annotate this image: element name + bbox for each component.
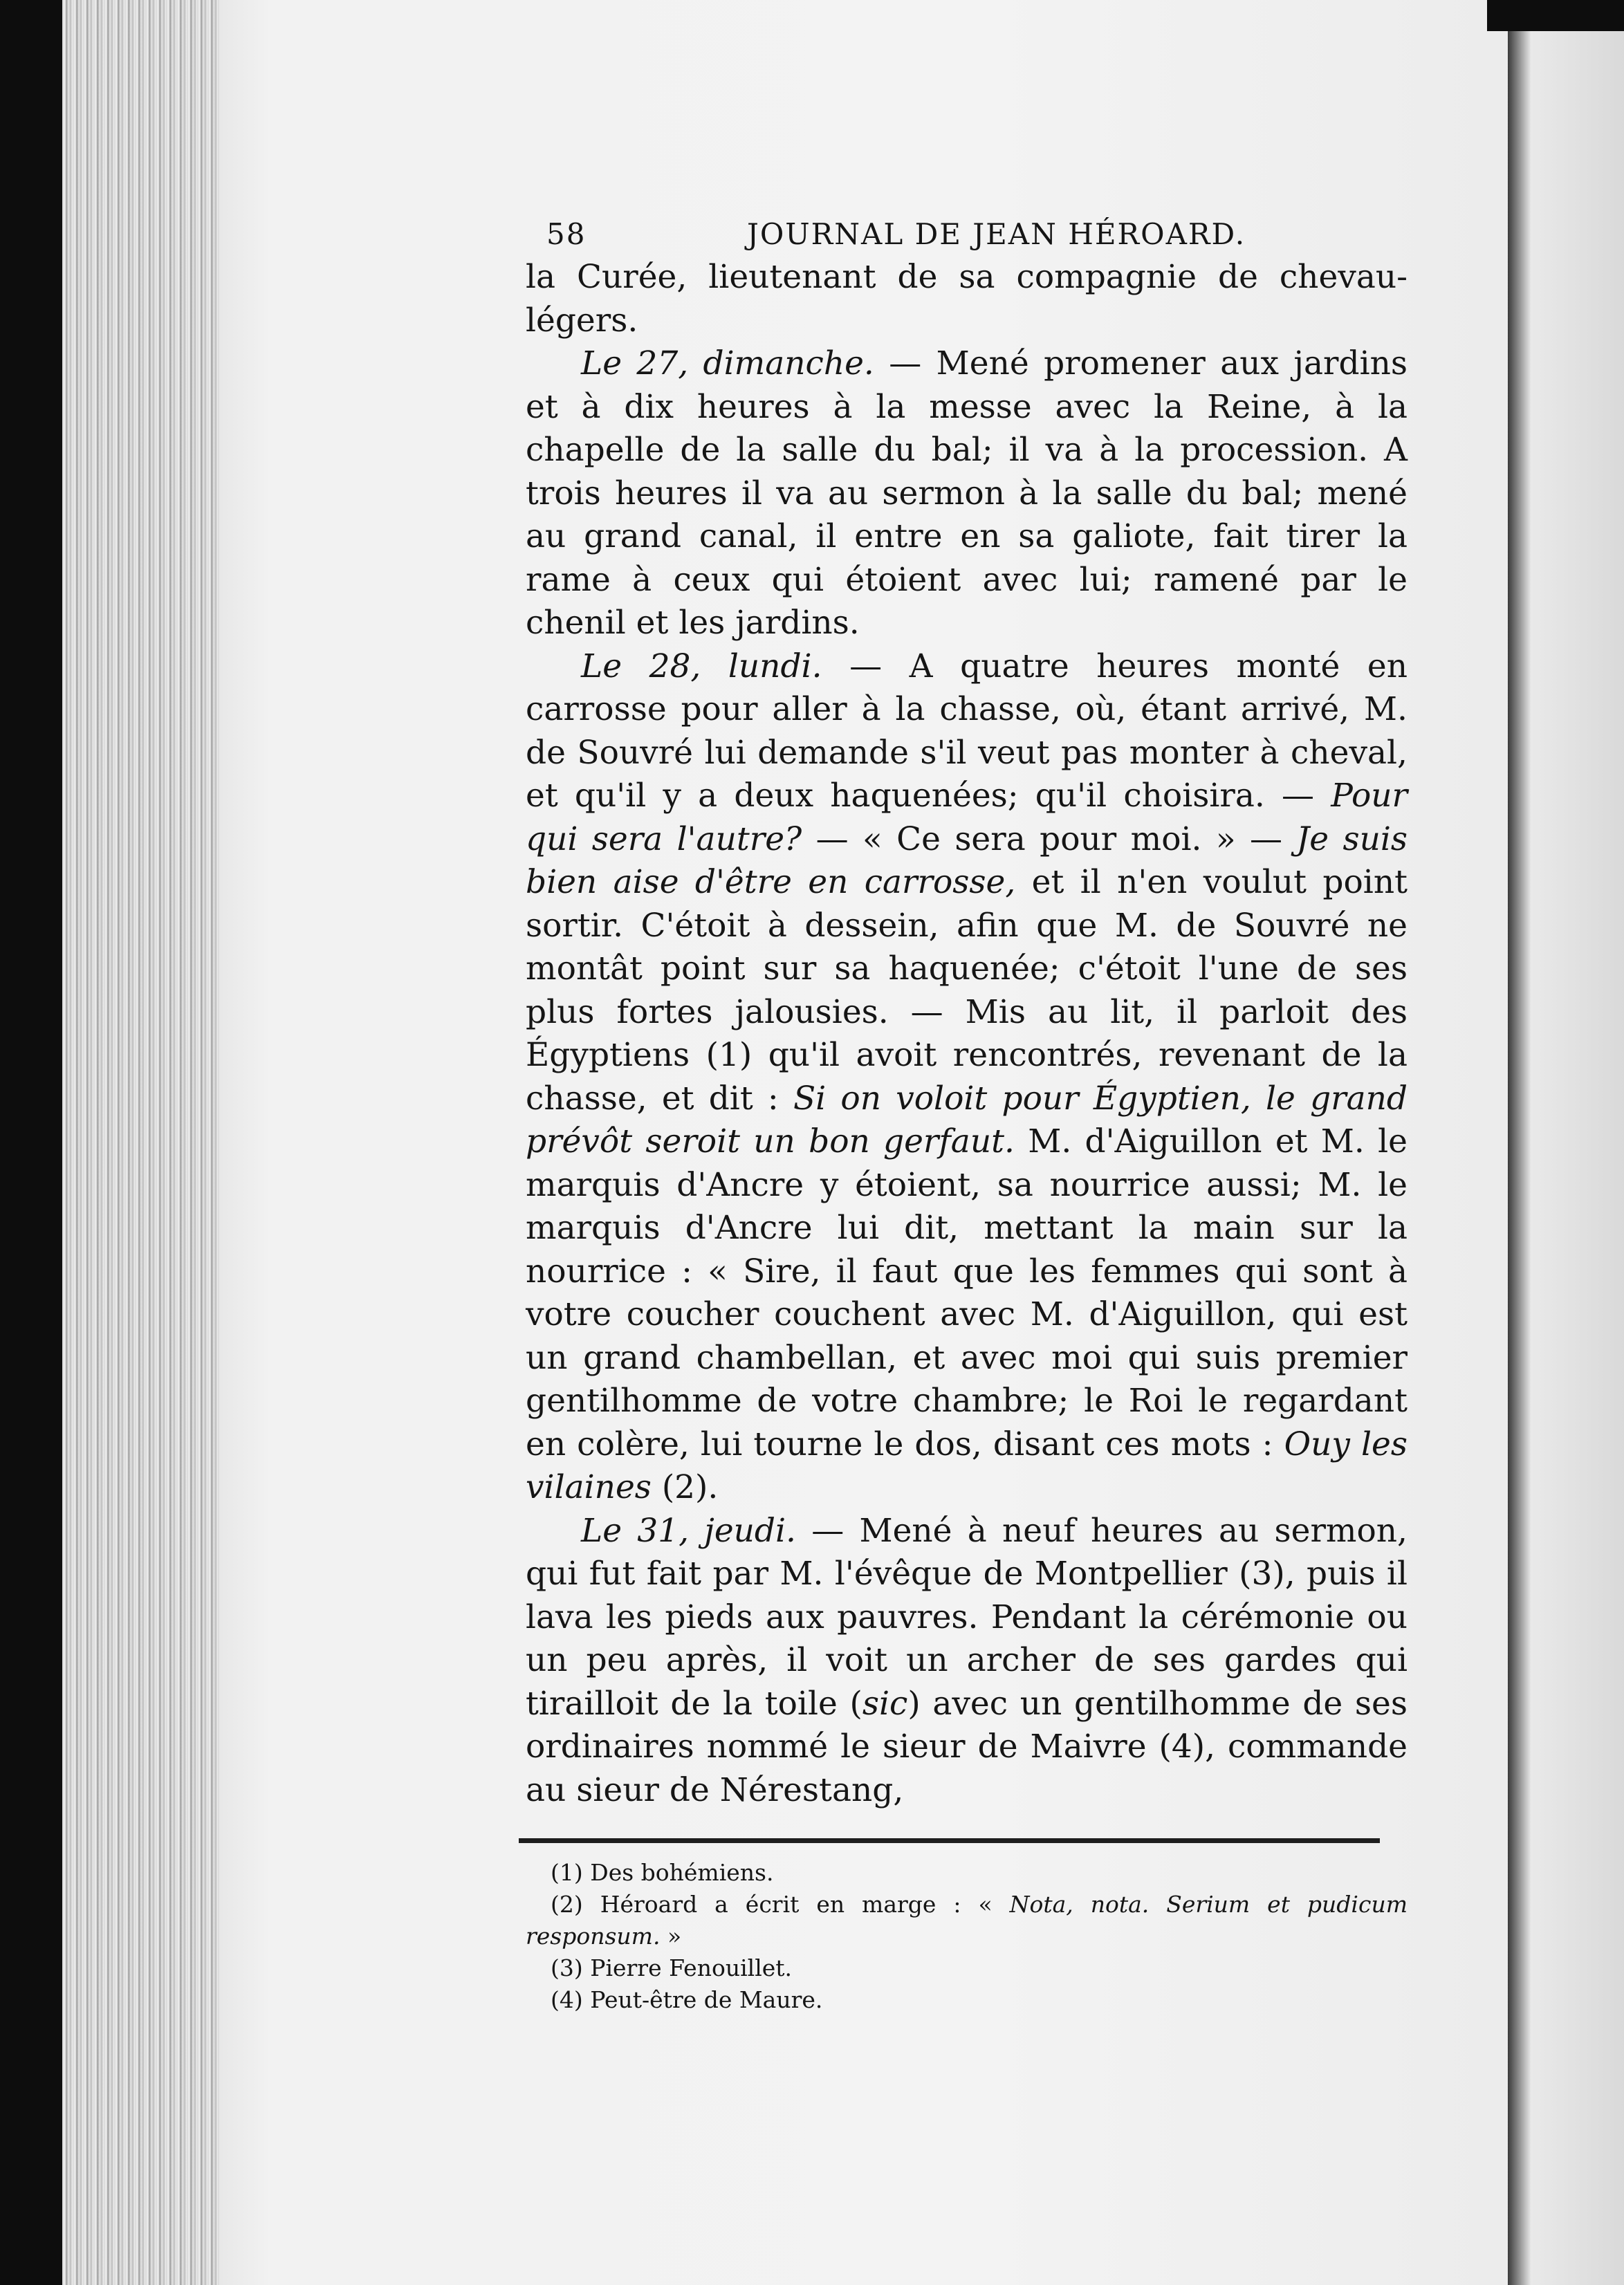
footnote: (3) Pierre Fenouillet. bbox=[551, 1954, 793, 1981]
quoted-speech: Ouy les vilaines bbox=[526, 1425, 1408, 1506]
paragraph bbox=[526, 342, 1408, 645]
paragraph-text: — Mené promener aux jardins et à dix heures à la messe avec la Reine, à la chapelle de la salle du bal; il va à la procession. A trois heures il va au sermon à la salle du bal; mené au grand canal, il entre en sa galiote, fait tirer la rame à ceux qui étoient avec lui; ramené par le chenil et les jardins. bbox=[526, 344, 1408, 642]
body-text bbox=[526, 256, 1408, 1812]
quoted-speech: Je suis bien aise d'être en carrosse, bbox=[526, 820, 1408, 901]
quoted-speech: Pour qui sera l'autre? bbox=[526, 777, 1408, 858]
facing-page-edge bbox=[1508, 0, 1624, 2285]
paragraph-text: (2). bbox=[651, 1468, 719, 1506]
scan-border bbox=[1487, 0, 1624, 31]
footnote-text: (2) Héroard a écrit en marge : « bbox=[551, 1891, 1010, 1918]
footnote: (1) Des bohémiens. bbox=[551, 1859, 774, 1886]
paragraph-text: — « Ce sera pour moi. » — bbox=[802, 820, 1297, 858]
paragraph-text: et il n'en voulut point sortir. C'étoit à dessein, afin que M. de Souvré ne montât point sur sa haquenée; c'étoit l'une de ses plus fortes jalousies. — Mis au lit, il parloit des Égyptiens (1) qu'il avoit rencontrés, revenant de la chasse, et dit : bbox=[526, 863, 1408, 1118]
paragraph bbox=[526, 256, 1408, 342]
footnote: (4) Peut-être de Maure. bbox=[551, 1986, 823, 2013]
footnotes bbox=[526, 1857, 1408, 2016]
paragraph-text: ) avec un gentilhomme de ses ordinaires nommé le sieur de Maivre (4), commande au sieur de Nérestang, bbox=[526, 1684, 1408, 1809]
italic-word: sic bbox=[862, 1684, 908, 1723]
running-header bbox=[526, 207, 1408, 256]
footnote-rule bbox=[519, 1838, 1380, 1843]
running-title: JOURNAL DE JEAN HÉROARD. bbox=[747, 217, 1246, 251]
page-number: 58 bbox=[546, 217, 587, 251]
entry-date: Le 31, jeudi. bbox=[581, 1511, 796, 1550]
quoted-speech: Si on voloit pour Égyptien, le grand prévôt seroit un bon gerfaut. bbox=[526, 1079, 1408, 1160]
footnote bbox=[526, 1889, 1408, 1952]
entry-date: Le 28, lundi. bbox=[581, 647, 822, 685]
paragraph bbox=[526, 645, 1408, 1510]
paragraph bbox=[526, 1510, 1408, 1813]
paragraph-text: la Curée, lieutenant de sa compagnie de chevau-légers. bbox=[526, 258, 1408, 340]
entry-date: Le 27, dimanche. bbox=[581, 344, 874, 382]
footnote-text: » bbox=[660, 1923, 682, 1950]
book-page-edges bbox=[62, 0, 235, 2285]
page-text-block bbox=[526, 207, 1408, 2016]
footnote-quote: Nota, nota. Serium et pudicum responsum. bbox=[526, 1891, 1408, 1950]
paragraph-text: M. d'Aiguillon et M. le marquis d'Ancre y étoient, sa nourrice aussi; M. le marquis d'Ancre lui dit, mettant la main sur la nourrice : « Sire, il faut que les femmes qui sont à votre coucher couchent avec M. d'Aiguillon, qui est un grand chambellan, et avec moi qui suis premier gentilhomme de votre chambre; le Roi le regardant en colère, lui tourne le dos, disant ces mots : bbox=[526, 1122, 1408, 1463]
paragraph-text: — A quatre heures monté en carrosse pour aller à la chasse, où, étant arrivé, M. de Souvré lui demande s'il veut pas monter à cheval, et qu'il y a deux haquenées; qu'il choisira. — bbox=[526, 647, 1408, 815]
paragraph-text: — Mené à neuf heures au sermon, qui fut fait par M. l'évêque de Montpellier (3), puis il lava les pieds aux pauvres. Pendant la cérémonie ou un peu après, il voit un archer de ses gardes qui tirailloit de la toile ( bbox=[526, 1511, 1408, 1723]
